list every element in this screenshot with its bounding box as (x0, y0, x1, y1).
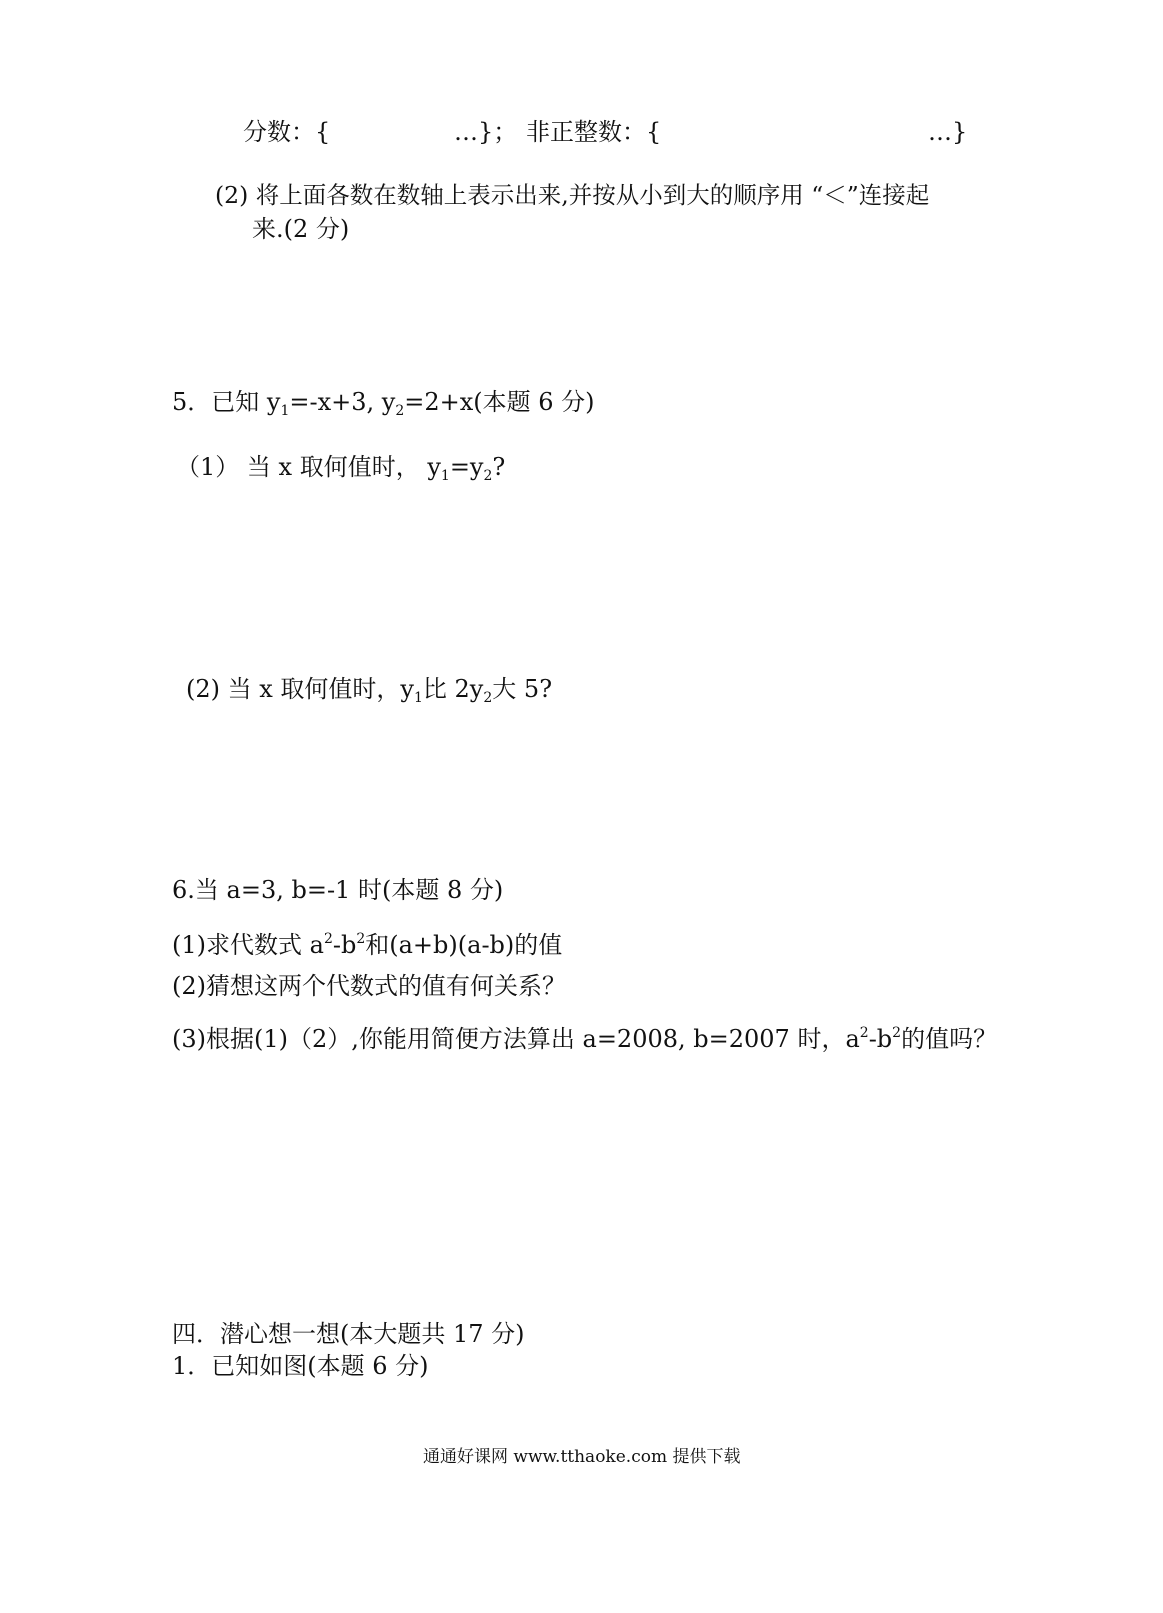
q6-part2: (2)猜想这两个代数式的值有何关系？ (172, 972, 566, 1000)
q6-title: 6.当 a=3, b=-1 时(本题 8 分) (172, 876, 504, 904)
q6-part3: (3)根据(1)（2）,你能用简便方法算出 a=2008, b=2007 时，$a^2-b^2$的值吗？ (172, 1025, 998, 1053)
q5-part1: （1） 当 x 取何值时， $y_1=y_2$? (176, 453, 506, 484)
q5-title: 5．已知 $y_1=-x+3$, $y_2=2+x$(本题 6 分) (172, 388, 595, 419)
q4-part2-line1: (2) 将上面各数在数轴上表示出来,并按从小到大的顺序用 “＜”连接起 (215, 181, 930, 209)
fraction-set-ellipsis: …}； (454, 118, 518, 146)
fraction-set-label: 分数：{ (243, 118, 331, 146)
section4-title: 四．潜心想一想(本大题共 17 分) (172, 1320, 525, 1348)
nonpositive-int-set-ellipsis: …} (928, 118, 968, 146)
q6-part1: (1)求代数式 $a^2-b^2$和(a+b)(a-b)的值 (172, 931, 563, 959)
q5-part2: (2) 当 x 取何值时，$y_1$比 $2y_2$大 5? (186, 675, 553, 706)
nonpositive-int-set-label: 非正整数：{ (526, 118, 662, 146)
page-footer: 通通好课网 www.tthaoke.com 提供下载 (423, 1447, 741, 1467)
section4-q1: 1．已知如图(本题 6 分) (172, 1352, 429, 1380)
q4-part2-line2: 来.(2 分) (252, 215, 350, 243)
